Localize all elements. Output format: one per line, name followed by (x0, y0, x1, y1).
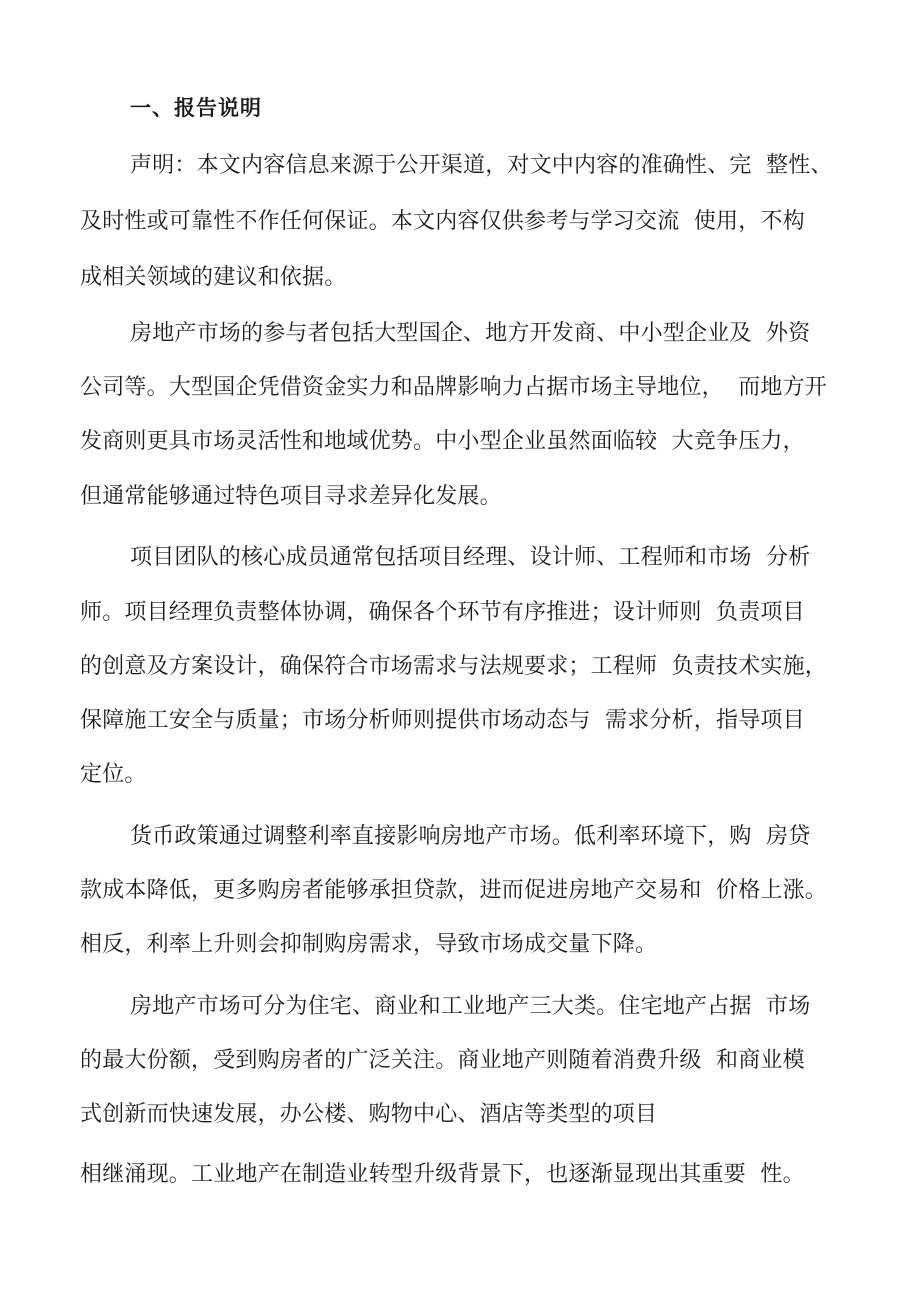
paragraph-line: 成相关领域的建议和依据。 (80, 265, 347, 290)
paragraph-line: 及时性或可靠性不作任何保证。本文内容仅供参考与学习交流 使用，不构 (80, 209, 805, 234)
paragraph-line: 保障施工安全与质量；市场分析师则提供市场动态与 需求分析，指导项目 (80, 708, 805, 733)
paragraph-line: 发商则更具市场灵活性和地域优势。中小型企业虽然面临较 大竞争压力， (80, 429, 805, 454)
paragraph-line: 相反，利率上升则会抑制购房需求，导致市场成交量下降。 (80, 932, 658, 957)
paragraph-line: 式创新而快速发展，办公楼、购物中心、酒店等类型的项目 (80, 1102, 658, 1127)
paragraph-line: 声明：本文内容信息来源于公开渠道，对文中内容的准确性、完 整性、 (130, 153, 833, 178)
paragraph-line: 的创意及方案设计，确保符合市场需求与法规要求；工程师 负责技术实施， (80, 654, 827, 679)
paragraph-line: 项目团队的核心成员通常包括项目经理、设计师、工程师和市场 分析 (130, 545, 811, 570)
paragraph-line: 货币政策通过调整利率直接影响房地产市场。低利率环境下，购 房贷 (130, 824, 811, 849)
paragraph-line: 公司等。大型国企凭借资金实力和品牌影响力占据市场主导地位， 而地方开 (80, 375, 827, 400)
paragraph-line: 相继涌现。工业地产在制造业转型升级背景下，也逐渐显现出其重要 性。 (80, 1162, 805, 1187)
paragraph-line: 款成本降低，更多购房者能够承担贷款，进而促进房地产交易和 价格上涨。 (80, 878, 827, 903)
paragraph-line: 定位。 (80, 762, 147, 787)
paragraph-line: 房地产市场的参与者包括大型国企、地方开发商、中小型企业及 外资 (130, 321, 811, 346)
paragraph-line: 师。项目经理负责整体协调，确保各个环节有序推进；设计师则 负责项目 (80, 600, 805, 625)
paragraph-line: 房地产市场可分为住宅、商业和工业地产三大类。住宅地产占据 市场 (130, 994, 811, 1019)
paragraph-line: 但通常能够通过特色项目寻求差异化发展。 (80, 484, 502, 509)
section-heading: 一、报告说明 (130, 96, 262, 120)
paragraph-line: 的最大份额，受到购房者的广泛关注。商业地产则随着消费升级 和商业模 (80, 1048, 805, 1073)
